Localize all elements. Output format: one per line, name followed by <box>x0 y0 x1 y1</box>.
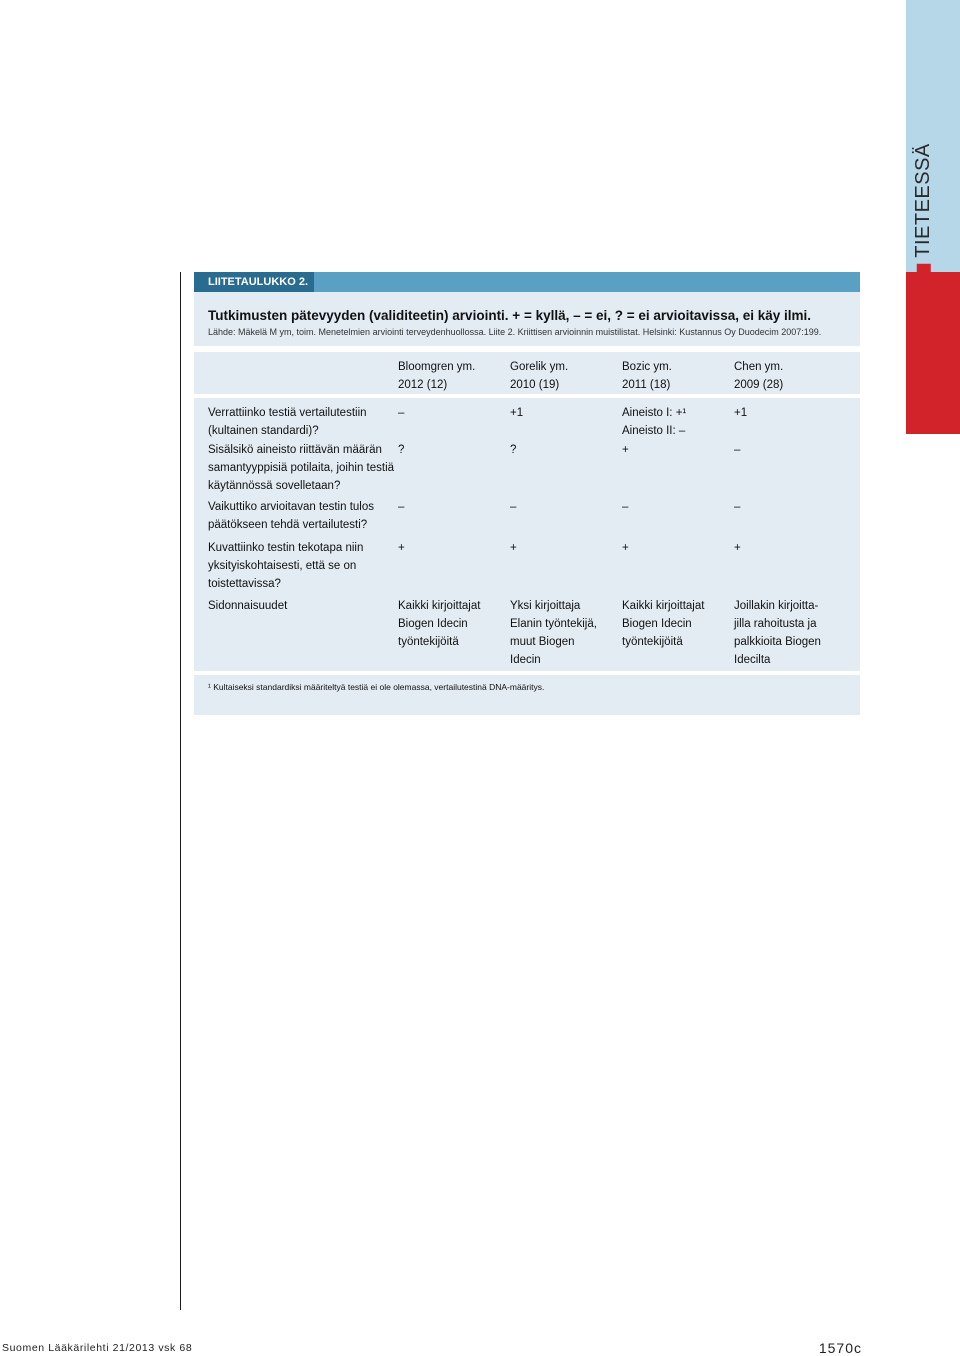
table-row <box>194 404 860 441</box>
table-cell: – <box>398 407 405 419</box>
table-cell: + <box>622 542 629 554</box>
table-cell: + <box>622 444 629 456</box>
table-row <box>194 597 860 667</box>
side-section-label <box>908 142 938 270</box>
table-cell: Yksi kirjoittaja Elanin työntekijä, muut Biogen Idecin <box>510 600 597 666</box>
table-cell: – <box>734 444 741 456</box>
row-question: Vaikuttiko arvioitavan testin tulos päätökseen tehdä vertailutesti? <box>208 501 374 531</box>
table-cell: ? <box>398 444 405 456</box>
table-tag: LIITETAULUKKO 2. <box>194 272 314 292</box>
table-cell: + <box>510 542 517 554</box>
table-cell: Kaikki kirjoittajat Biogen Idecin työntekijöitä <box>622 600 705 648</box>
table-cell: +1 <box>734 407 748 419</box>
table-cell: Aineisto I: +¹ Aineisto II: – <box>622 407 687 437</box>
row-question: Kuvattiinko testin tekotapa niin yksityiskohtaisesti, että se on toistettavissa? <box>208 542 364 590</box>
table-header-row <box>194 352 860 394</box>
table-footnote: ¹ Kultaiseksi standardiksi määriteltyä testiä ei ole olemassa, vertailutestinä DNA-määritys. <box>208 682 545 692</box>
table-cell: + <box>734 542 741 554</box>
row-question: Verrattiinko testiä vertailutestiin (kultainen standardi)? <box>208 407 367 437</box>
appendix-table <box>194 272 860 715</box>
page-number: 1570c <box>818 1340 862 1356</box>
table-cell: +1 <box>510 407 524 419</box>
side-tab-red <box>906 272 960 434</box>
column-header: Gorelik ym. 2010 (19) <box>510 361 569 391</box>
column-header: Chen ym. 2009 (28) <box>734 361 784 391</box>
table-body <box>194 398 860 671</box>
row-question: Sidonnaisuudet <box>208 600 288 612</box>
table-cell: – <box>398 501 405 513</box>
table-cell: Kaikki kirjoittajat Biogen Idecin työntekijöitä <box>398 600 481 648</box>
table-source: Lähde: Mäkelä M ym, toim. Menetelmien arviointi terveydenhuollossa. Liite 2. Kriittisen arvioinnin muistilistat. Helsinki: Kustannus Oy Duodecim 2007:199. <box>208 327 822 337</box>
red-square-icon <box>916 263 930 277</box>
table-title-bar <box>194 272 860 292</box>
journal-footer: Suomen Lääkärilehti 21/2013 vsk 68 <box>2 1342 193 1354</box>
side-label-text: TIETEESSÄ <box>911 142 934 258</box>
table-cell: – <box>510 501 517 513</box>
row-question: Sisälsikö aineisto riittävän määrän samantyyppisiä potilaita, joihin testiä käytännössä sovelletaan? <box>208 444 395 492</box>
column-header: Bozic ym. 2011 (18) <box>622 361 672 391</box>
table-title: Tutkimusten pätevyyden (validiteetin) arviointi. + = kyllä, – = ei, ? = ei arvioitavissa, ei käy ilmi. <box>208 308 811 323</box>
table-cell: Joillakin kirjoitta- jilla rahoitusta ja palkkioita Biogen Idecilta <box>734 600 821 666</box>
table-cell: ? <box>510 444 517 456</box>
table-cell: – <box>622 501 629 513</box>
table-footnote-block <box>194 675 860 715</box>
table-row <box>194 441 860 498</box>
table-cell: + <box>398 542 405 554</box>
table-row <box>194 498 860 539</box>
table-row <box>194 539 860 597</box>
table-cell: – <box>734 501 741 513</box>
left-margin-rule <box>180 272 181 1310</box>
table-heading-block <box>194 292 860 346</box>
column-header: Bloomgren ym. 2012 (12) <box>398 361 476 391</box>
